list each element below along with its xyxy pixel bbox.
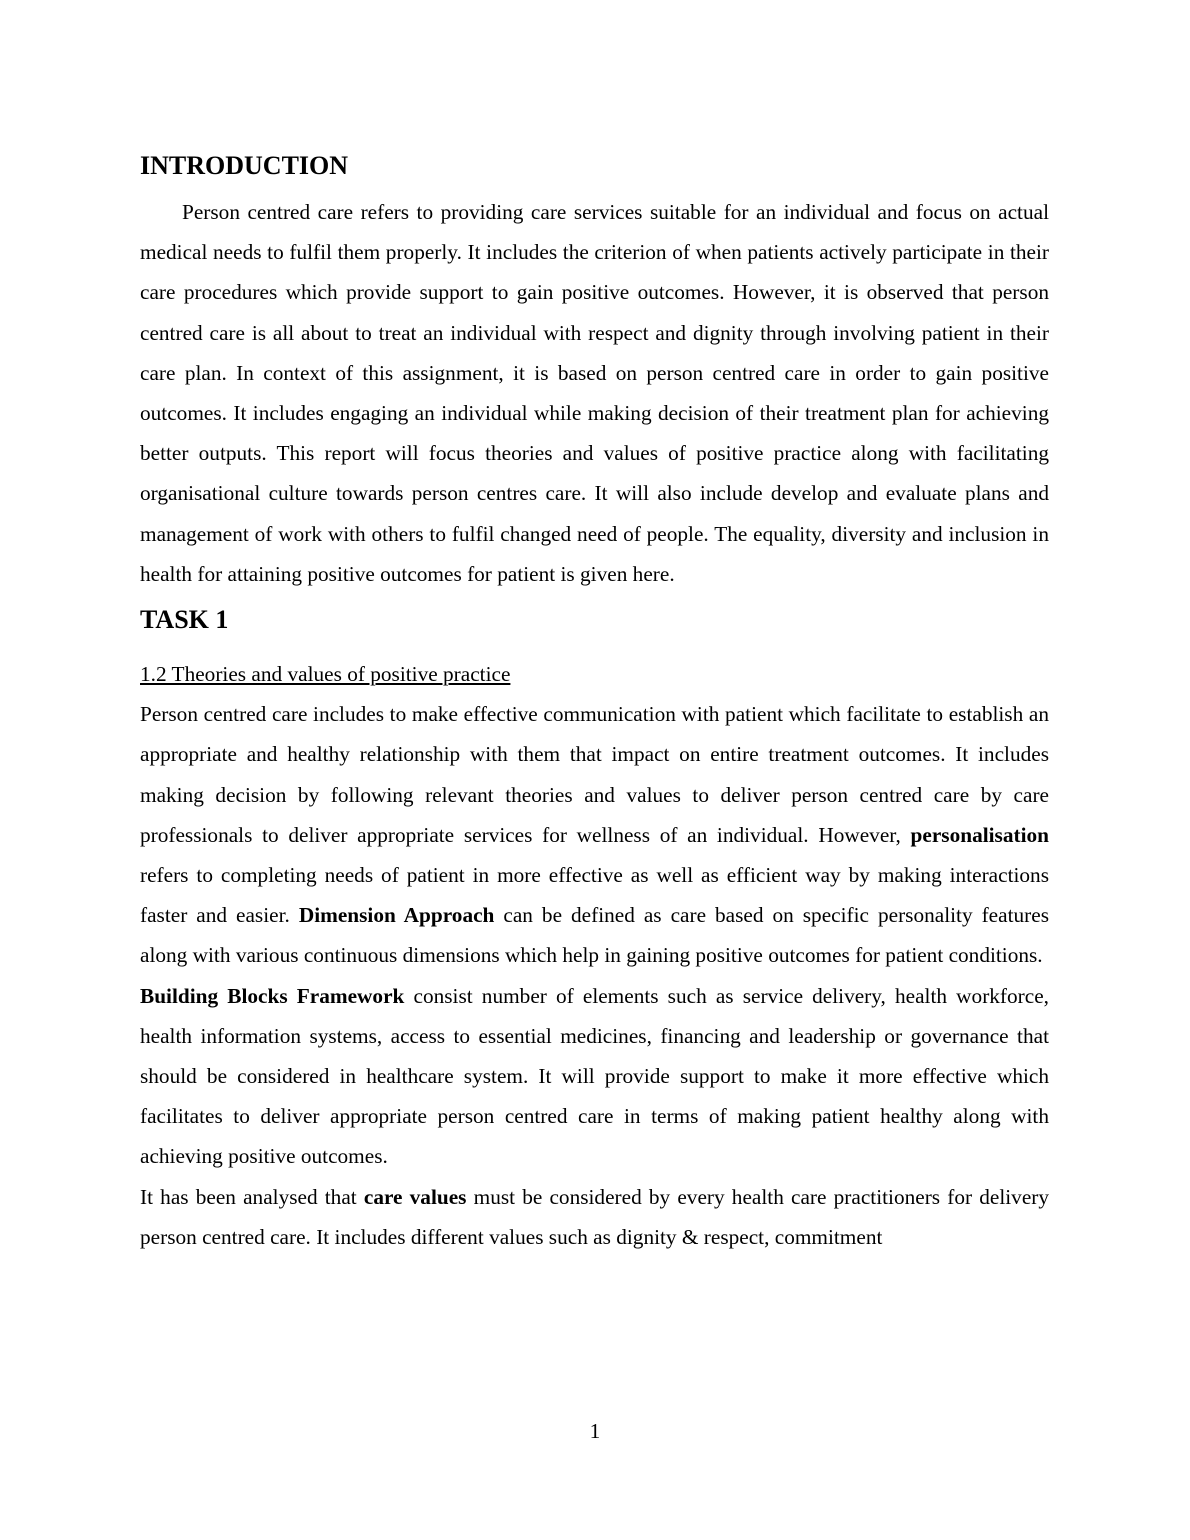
bold-term-care-values: care values bbox=[363, 1184, 467, 1209]
section-subheading: 1.2 Theories and values of positive practice bbox=[140, 662, 511, 687]
introduction-heading: INTRODUCTION bbox=[140, 151, 349, 180]
paragraph-text: It has been analysed that bbox=[140, 1184, 364, 1209]
body-paragraph-care-values bbox=[140, 1177, 1049, 1257]
paragraph-text: consist number of elements such as service delivery, health workforce, health information systems, access to essential medicines, financing and leadership or governance that should be considered in healthcare system. It will provide support to make it more effective which facilitates to deliver appropriate person centred care in terms of making patient healthy along with achieving positive outcomes. bbox=[140, 983, 1049, 1169]
paragraph-text: must be considered by every health care practitioners for delivery person centred care. It includes different values such as dignity & respect, commitment bbox=[140, 1184, 1050, 1249]
bold-term-building-blocks: Building Blocks Framework bbox=[140, 983, 405, 1008]
body-paragraph-building-blocks bbox=[140, 976, 1049, 1177]
paragraph-text: refers to completing needs of patient in more effective as well as efficient way by making interactions faster and easier. bbox=[140, 863, 1049, 928]
paragraph-text: Person centred care includes to make effective communication with patient which facilitate to establish an appropriate and healthy relationship with them that impact on entire treatment outcomes. It includes making decision by following relevant theories and values to deliver person centred care by care professionals to deliver appropriate services for wellness of an individual. However, bbox=[140, 702, 1049, 847]
page-number: 1 bbox=[589, 1419, 601, 1443]
page-content bbox=[140, 148, 1049, 1257]
bold-term-personalisation: personalisation bbox=[910, 822, 1049, 847]
paragraph-text: can be defined as care based on specific personality features along with various continuous dimensions which help in gaining positive outcomes for patient conditions. bbox=[140, 903, 1049, 968]
introduction-paragraph: Person centred care refers to providing care services suitable for an individual and focus on actual medical needs to fulfil them properly. It includes the criterion of when patients actively participate in their care procedures which provide support to gain positive outcomes. However, it is observed that person centred care is all about to treat an individual with respect and dignity through involving patient in their care plan. In context of this assignment, it is based on person centred care in order to gain positive outcomes. It includes engaging an individual while making decision of their treatment plan for achieving better outputs. This report will focus theories and values of positive practice along with facilitating organisational culture towards person centres care. It will also include develop and evaluate plans and management of work with others to fulfil changed need of people. The equality, diversity and inclusion in health for attaining positive outcomes for patient is given here. bbox=[140, 200, 1049, 586]
body-paragraph-personalisation bbox=[140, 694, 1049, 975]
bold-term-dimension-approach: Dimension Approach bbox=[298, 903, 495, 928]
task-heading: TASK 1 bbox=[140, 605, 229, 635]
